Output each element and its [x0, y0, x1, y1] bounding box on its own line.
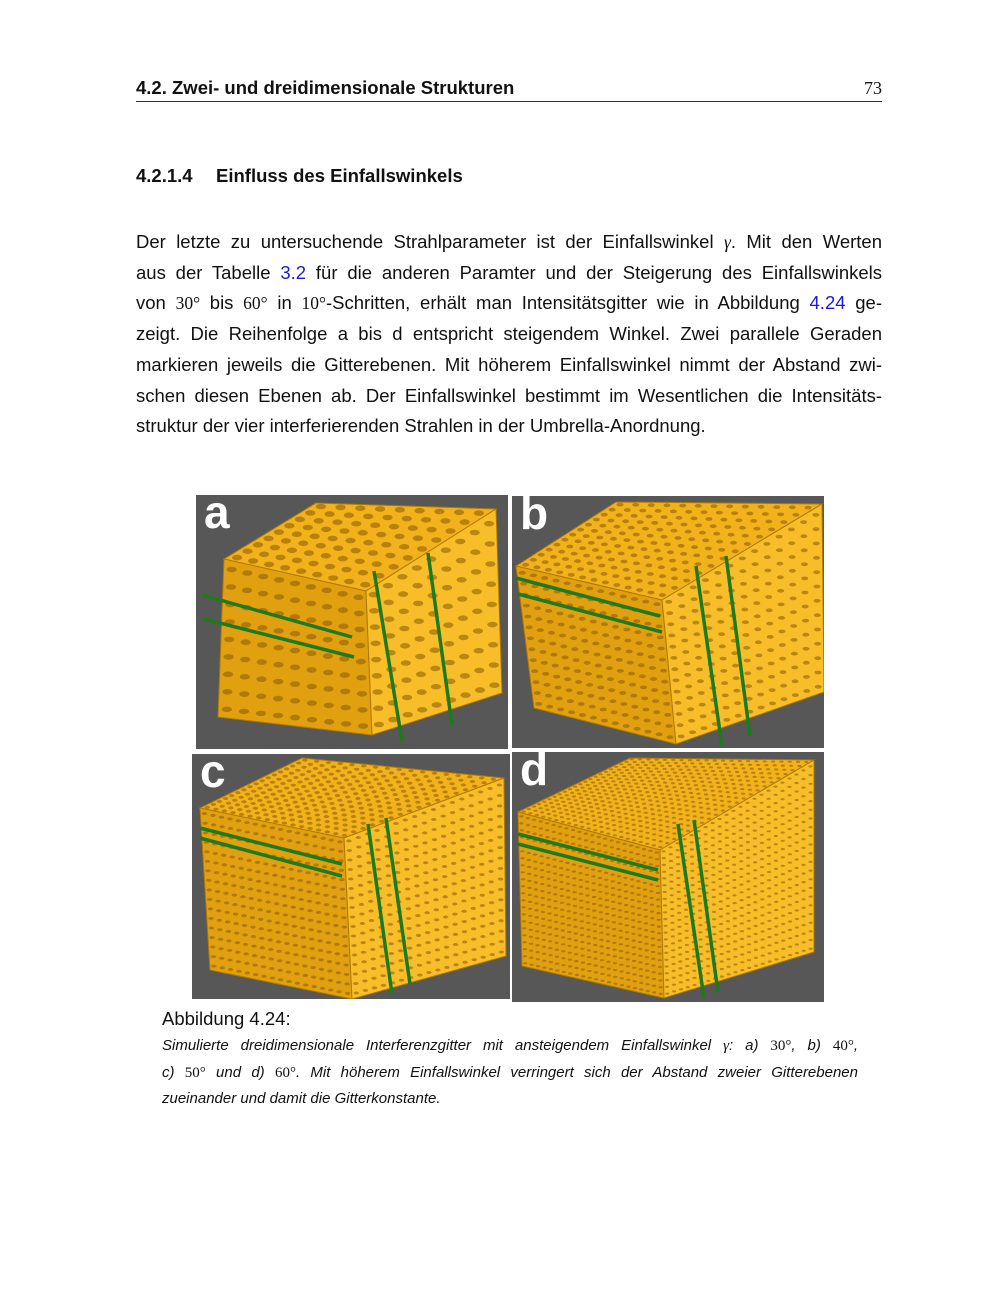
paragraph-line: aus der Tabelle 3.2 für die anderen Paramter und der Steigerung des Einfallswinkels — [136, 261, 883, 283]
paragraph-line: schen diesen Ebenen ab. Der Einfallswinkel bestimmt im Wesentlichen die Intensitäts- — [136, 384, 882, 406]
panel-label: c — [200, 754, 226, 797]
section-heading — [136, 165, 463, 187]
caption-text — [162, 1033, 858, 1112]
page-number: 73 — [864, 78, 882, 98]
paragraph-line: zeigt. Die Reihenfolge a bis d entspricht steigendem Winkel. Zwei parallele Geraden — [136, 323, 882, 345]
header-section-title: 4.2. Zwei- und dreidimensionale Strukturen — [136, 77, 515, 98]
paragraph-line: Der letzte zu untersuchende Strahlparameter ist der Einfallswinkel γ. Mit den Werten — [136, 231, 882, 252]
panel-label: d — [520, 752, 549, 795]
figure-4-24 — [192, 495, 826, 1003]
paragraph-line: struktur der vier interferierenden Strahlen in der Umbrella-Anordnung. — [136, 415, 706, 437]
paragraph-line: markieren jeweils die Gitterebenen. Mit höherem Einfallswinkel nimmt der Abstand zwi- — [136, 353, 882, 375]
body-paragraph — [136, 227, 882, 442]
caption-line: c) 50° und d) 60°. Mit höherem Einfallswinkel verringert sich der Abstand zweier Gitterebenen — [162, 1063, 858, 1081]
figure-panel-d — [512, 752, 824, 1002]
gamma-symbol: γ — [723, 232, 731, 252]
figure-panel-a — [196, 495, 508, 749]
caption-line: Simulierte dreidimensionale Interferenzgitter mit ansteigendem Einfallswinkel γ: a) 30°, b) 40°, — [162, 1037, 858, 1054]
lattice-cube-b — [512, 496, 824, 748]
section-title: Einfluss des Einfallswinkels — [216, 165, 463, 186]
caption-line: zueinander und damit die Gitterkonstante. — [162, 1090, 441, 1107]
panel-label: b — [520, 496, 549, 539]
table-reference-link[interactable]: 3.2 — [280, 261, 307, 283]
running-header — [136, 74, 882, 102]
section-number: 4.2.1.4 — [136, 165, 193, 186]
lattice-cube-d — [512, 752, 824, 1002]
figure-panel-b — [512, 496, 824, 748]
panel-label: a — [204, 495, 230, 538]
lattice-cube-a — [196, 495, 508, 749]
paragraph-line: von 30° bis 60° in 10°-Schritten, erhält man Intensitätsgitter wie in Abbildung 4.24 ge- — [136, 292, 882, 314]
figure-reference-link[interactable]: 4.24 — [809, 292, 846, 314]
figure-panel-c — [192, 754, 510, 999]
lattice-cube-c — [192, 754, 510, 999]
caption-title: Abbildung 4.24: — [162, 1008, 291, 1029]
